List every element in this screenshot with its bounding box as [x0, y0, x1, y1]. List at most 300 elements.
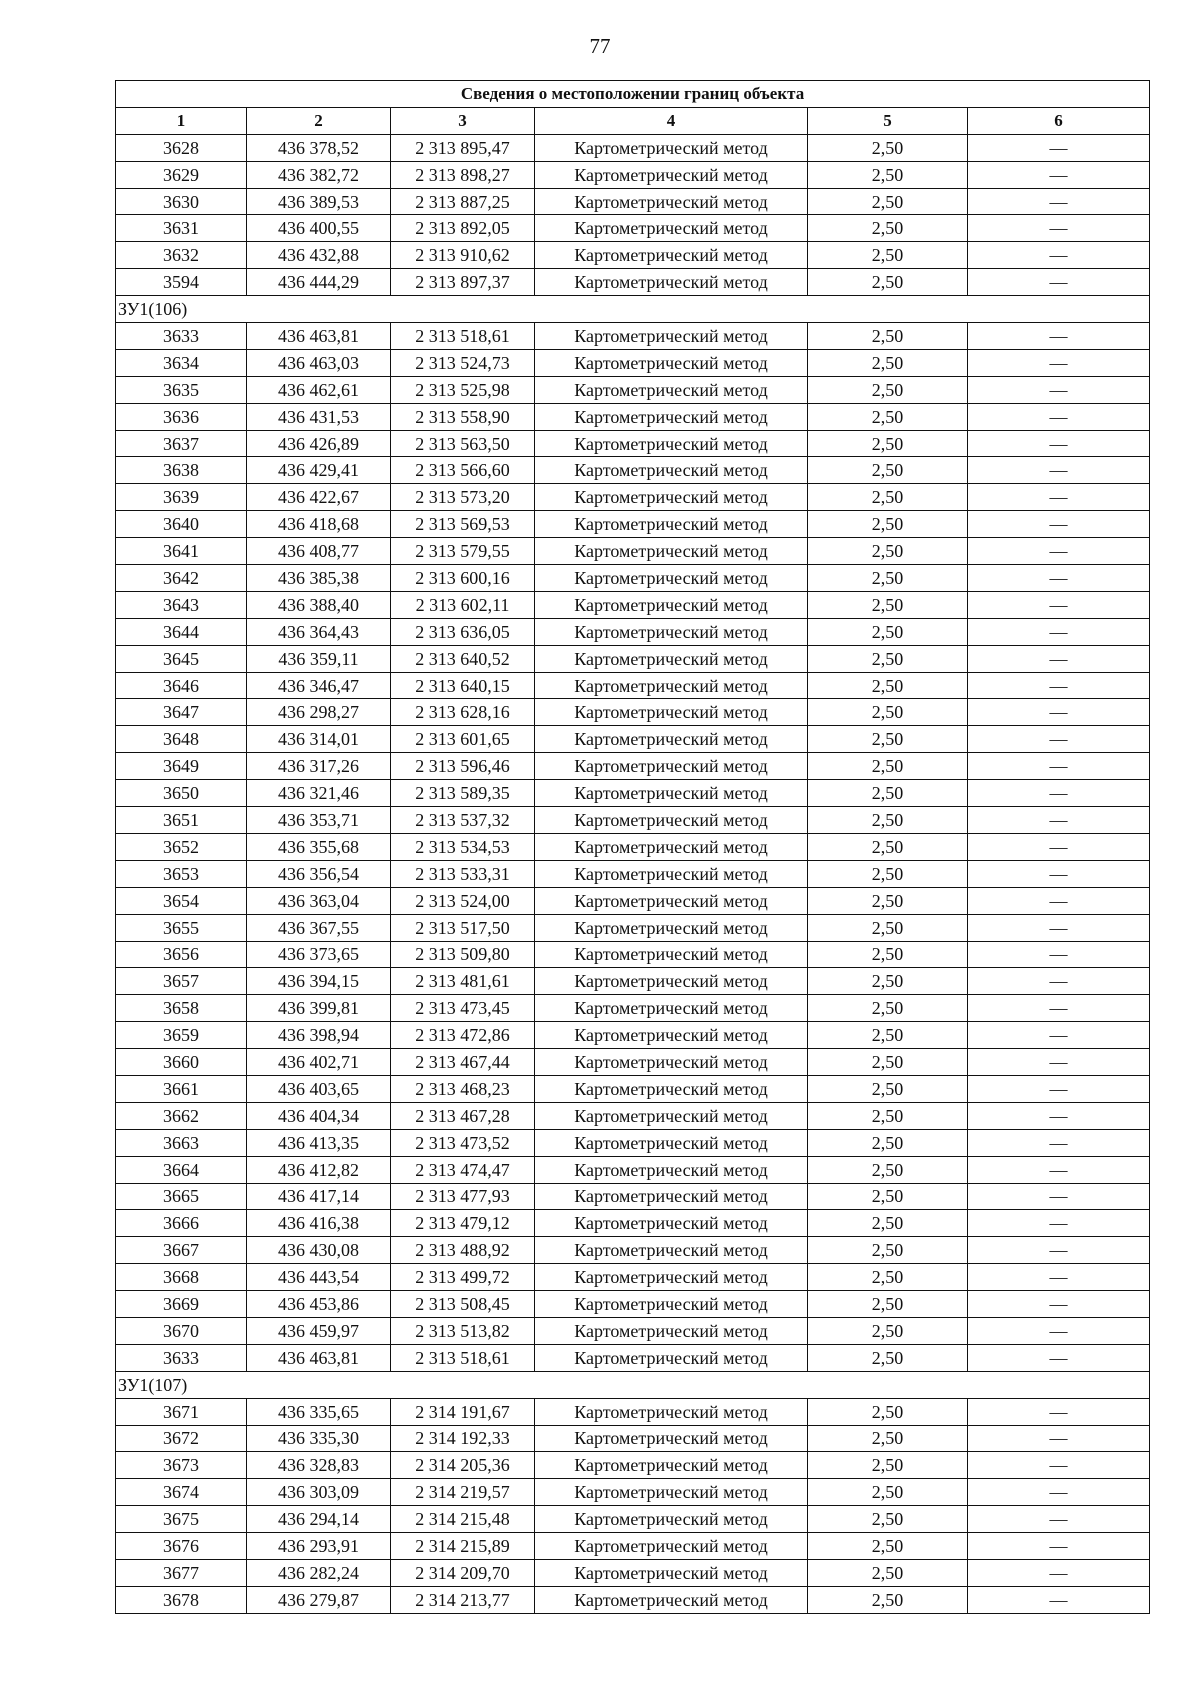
y-coordinate-cell: 2 313 887,25: [391, 188, 535, 215]
table-row: [116, 833, 1150, 860]
accuracy-cell: 2,50: [808, 215, 968, 242]
note-cell: —: [968, 1022, 1150, 1049]
accuracy-cell: 2,50: [808, 887, 968, 914]
table-row: [116, 753, 1150, 780]
note-cell: —: [968, 887, 1150, 914]
point-number-cell: 3651: [116, 807, 247, 834]
point-number-cell: 3665: [116, 1183, 247, 1210]
method-cell: Картометрический метод: [535, 726, 808, 753]
method-cell: Картометрический метод: [535, 1398, 808, 1425]
method-cell: Картометрический метод: [535, 1425, 808, 1452]
method-cell: Картометрический метод: [535, 1075, 808, 1102]
table-row: [116, 1425, 1150, 1452]
note-cell: —: [968, 242, 1150, 269]
point-number-cell: 3669: [116, 1291, 247, 1318]
table-row: [116, 1075, 1150, 1102]
y-coordinate-cell: 2 313 601,65: [391, 726, 535, 753]
y-coordinate-cell: 2 313 468,23: [391, 1075, 535, 1102]
accuracy-cell: 2,50: [808, 1533, 968, 1560]
accuracy-cell: 2,50: [808, 645, 968, 672]
accuracy-cell: 2,50: [808, 968, 968, 995]
table-row: [116, 860, 1150, 887]
point-number-cell: 3630: [116, 188, 247, 215]
x-coordinate-cell: 436 408,77: [247, 538, 391, 565]
y-coordinate-cell: 2 313 472,86: [391, 1022, 535, 1049]
note-cell: —: [968, 1425, 1150, 1452]
method-cell: Картометрический метод: [535, 511, 808, 538]
note-cell: —: [968, 1210, 1150, 1237]
point-number-cell: 3655: [116, 914, 247, 941]
y-coordinate-cell: 2 313 558,90: [391, 403, 535, 430]
section-row: [116, 1371, 1150, 1398]
accuracy-cell: 2,50: [808, 538, 968, 565]
column-number: 4: [535, 107, 808, 134]
method-cell: Картометрический метод: [535, 645, 808, 672]
x-coordinate-cell: 436 398,94: [247, 1022, 391, 1049]
y-coordinate-cell: 2 313 602,11: [391, 591, 535, 618]
accuracy-cell: 2,50: [808, 430, 968, 457]
y-coordinate-cell: 2 313 474,47: [391, 1156, 535, 1183]
y-coordinate-cell: 2 313 563,50: [391, 430, 535, 457]
y-coordinate-cell: 2 313 898,27: [391, 161, 535, 188]
x-coordinate-cell: 436 385,38: [247, 565, 391, 592]
table-row: [116, 1506, 1150, 1533]
y-coordinate-cell: 2 313 640,15: [391, 672, 535, 699]
x-coordinate-cell: 436 426,89: [247, 430, 391, 457]
method-cell: Картометрический метод: [535, 914, 808, 941]
point-number-cell: 3667: [116, 1237, 247, 1264]
method-cell: Картометрический метод: [535, 591, 808, 618]
point-number-cell: 3653: [116, 860, 247, 887]
accuracy-cell: 2,50: [808, 591, 968, 618]
table-row: [116, 1183, 1150, 1210]
method-cell: Картометрический метод: [535, 1102, 808, 1129]
note-cell: —: [968, 323, 1150, 350]
table-row: [116, 941, 1150, 968]
note-cell: —: [968, 1317, 1150, 1344]
y-coordinate-cell: 2 313 533,31: [391, 860, 535, 887]
method-cell: Картометрический метод: [535, 995, 808, 1022]
note-cell: —: [968, 215, 1150, 242]
note-cell: —: [968, 1156, 1150, 1183]
table-row: [116, 1022, 1150, 1049]
y-coordinate-cell: 2 313 524,73: [391, 349, 535, 376]
method-cell: Картометрический метод: [535, 430, 808, 457]
method-cell: Картометрический метод: [535, 403, 808, 430]
accuracy-cell: 2,50: [808, 1156, 968, 1183]
column-number: 2: [247, 107, 391, 134]
accuracy-cell: 2,50: [808, 1506, 968, 1533]
table-row: [116, 134, 1150, 161]
x-coordinate-cell: 436 402,71: [247, 1049, 391, 1076]
x-coordinate-cell: 436 298,27: [247, 699, 391, 726]
point-number-cell: 3645: [116, 645, 247, 672]
column-number: 1: [116, 107, 247, 134]
y-coordinate-cell: 2 313 477,93: [391, 1183, 535, 1210]
y-coordinate-cell: 2 313 467,44: [391, 1049, 535, 1076]
accuracy-cell: 2,50: [808, 1317, 968, 1344]
method-cell: Картометрический метод: [535, 269, 808, 296]
method-cell: Картометрический метод: [535, 484, 808, 511]
y-coordinate-cell: 2 313 509,80: [391, 941, 535, 968]
table-body: [116, 134, 1150, 1613]
point-number-cell: 3642: [116, 565, 247, 592]
table-row: [116, 1049, 1150, 1076]
point-number-cell: 3677: [116, 1559, 247, 1586]
method-cell: Картометрический метод: [535, 349, 808, 376]
point-number-cell: 3676: [116, 1533, 247, 1560]
point-number-cell: 3670: [116, 1317, 247, 1344]
note-cell: —: [968, 672, 1150, 699]
point-number-cell: 3640: [116, 511, 247, 538]
y-coordinate-cell: 2 313 579,55: [391, 538, 535, 565]
x-coordinate-cell: 436 418,68: [247, 511, 391, 538]
point-number-cell: 3650: [116, 780, 247, 807]
note-cell: —: [968, 349, 1150, 376]
table-row: [116, 1237, 1150, 1264]
table-row: [116, 215, 1150, 242]
section-filler: [247, 1371, 1150, 1398]
accuracy-cell: 2,50: [808, 1129, 968, 1156]
method-cell: Картометрический метод: [535, 1317, 808, 1344]
y-coordinate-cell: 2 313 525,98: [391, 376, 535, 403]
accuracy-cell: 2,50: [808, 242, 968, 269]
method-cell: Картометрический метод: [535, 753, 808, 780]
x-coordinate-cell: 436 335,65: [247, 1398, 391, 1425]
accuracy-cell: 2,50: [808, 1049, 968, 1076]
note-cell: —: [968, 484, 1150, 511]
x-coordinate-cell: 436 367,55: [247, 914, 391, 941]
y-coordinate-cell: 2 313 910,62: [391, 242, 535, 269]
note-cell: —: [968, 1237, 1150, 1264]
method-cell: Картометрический метод: [535, 1237, 808, 1264]
point-number-cell: 3633: [116, 1344, 247, 1371]
y-coordinate-cell: 2 314 205,36: [391, 1452, 535, 1479]
table-row: [116, 726, 1150, 753]
accuracy-cell: 2,50: [808, 726, 968, 753]
method-cell: Картометрический метод: [535, 188, 808, 215]
accuracy-cell: 2,50: [808, 672, 968, 699]
table-row: [116, 1102, 1150, 1129]
point-number-cell: 3678: [116, 1586, 247, 1613]
note-cell: —: [968, 645, 1150, 672]
method-cell: Картометрический метод: [535, 833, 808, 860]
point-number-cell: 3666: [116, 1210, 247, 1237]
x-coordinate-cell: 436 293,91: [247, 1533, 391, 1560]
note-cell: —: [968, 753, 1150, 780]
section-label: ЗУ1(107): [116, 1371, 247, 1398]
accuracy-cell: 2,50: [808, 403, 968, 430]
table-row: [116, 1479, 1150, 1506]
table-row: [116, 1156, 1150, 1183]
note-cell: —: [968, 188, 1150, 215]
x-coordinate-cell: 436 463,81: [247, 323, 391, 350]
accuracy-cell: 2,50: [808, 1586, 968, 1613]
accuracy-cell: 2,50: [808, 1183, 968, 1210]
table-row: [116, 645, 1150, 672]
accuracy-cell: 2,50: [808, 188, 968, 215]
point-number-cell: 3657: [116, 968, 247, 995]
y-coordinate-cell: 2 313 473,45: [391, 995, 535, 1022]
note-cell: —: [968, 1506, 1150, 1533]
method-cell: Картометрический метод: [535, 538, 808, 565]
note-cell: —: [968, 403, 1150, 430]
point-number-cell: 3674: [116, 1479, 247, 1506]
x-coordinate-cell: 436 378,52: [247, 134, 391, 161]
note-cell: —: [968, 726, 1150, 753]
note-cell: —: [968, 538, 1150, 565]
x-coordinate-cell: 436 459,97: [247, 1317, 391, 1344]
y-coordinate-cell: 2 314 219,57: [391, 1479, 535, 1506]
note-cell: —: [968, 1452, 1150, 1479]
method-cell: Картометрический метод: [535, 887, 808, 914]
method-cell: Картометрический метод: [535, 1049, 808, 1076]
table-row: [116, 1452, 1150, 1479]
table-row: [116, 1129, 1150, 1156]
x-coordinate-cell: 436 389,53: [247, 188, 391, 215]
point-number-cell: 3668: [116, 1264, 247, 1291]
method-cell: Картометрический метод: [535, 1479, 808, 1506]
accuracy-cell: 2,50: [808, 1075, 968, 1102]
note-cell: —: [968, 833, 1150, 860]
accuracy-cell: 2,50: [808, 1237, 968, 1264]
column-number: 3: [391, 107, 535, 134]
table-row: [116, 914, 1150, 941]
x-coordinate-cell: 436 430,08: [247, 1237, 391, 1264]
section-row: [116, 296, 1150, 323]
method-cell: Картометрический метод: [535, 618, 808, 645]
table-row: [116, 403, 1150, 430]
note-cell: —: [968, 1533, 1150, 1560]
table-row: [116, 430, 1150, 457]
x-coordinate-cell: 436 363,04: [247, 887, 391, 914]
point-number-cell: 3661: [116, 1075, 247, 1102]
note-cell: —: [968, 376, 1150, 403]
table-row: [116, 349, 1150, 376]
point-number-cell: 3631: [116, 215, 247, 242]
point-number-cell: 3649: [116, 753, 247, 780]
point-number-cell: 3675: [116, 1506, 247, 1533]
table-row: [116, 188, 1150, 215]
point-number-cell: 3660: [116, 1049, 247, 1076]
method-cell: Картометрический метод: [535, 1129, 808, 1156]
point-number-cell: 3648: [116, 726, 247, 753]
x-coordinate-cell: 436 282,24: [247, 1559, 391, 1586]
table-row: [116, 780, 1150, 807]
table-row: [116, 1398, 1150, 1425]
point-number-cell: 3643: [116, 591, 247, 618]
x-coordinate-cell: 436 463,81: [247, 1344, 391, 1371]
point-number-cell: 3629: [116, 161, 247, 188]
point-number-cell: 3639: [116, 484, 247, 511]
note-cell: —: [968, 1291, 1150, 1318]
method-cell: Картометрический метод: [535, 215, 808, 242]
method-cell: Картометрический метод: [535, 565, 808, 592]
point-number-cell: 3638: [116, 457, 247, 484]
accuracy-cell: 2,50: [808, 780, 968, 807]
x-coordinate-cell: 436 382,72: [247, 161, 391, 188]
method-cell: Картометрический метод: [535, 1559, 808, 1586]
y-coordinate-cell: 2 313 517,50: [391, 914, 535, 941]
point-number-cell: 3637: [116, 430, 247, 457]
note-cell: —: [968, 699, 1150, 726]
note-cell: —: [968, 161, 1150, 188]
point-number-cell: 3671: [116, 1398, 247, 1425]
method-cell: Картометрический метод: [535, 1506, 808, 1533]
y-coordinate-cell: 2 313 524,00: [391, 887, 535, 914]
x-coordinate-cell: 436 346,47: [247, 672, 391, 699]
accuracy-cell: 2,50: [808, 1559, 968, 1586]
method-cell: Картометрический метод: [535, 134, 808, 161]
accuracy-cell: 2,50: [808, 1210, 968, 1237]
note-cell: —: [968, 1049, 1150, 1076]
y-coordinate-cell: 2 313 596,46: [391, 753, 535, 780]
y-coordinate-cell: 2 313 640,52: [391, 645, 535, 672]
accuracy-cell: 2,50: [808, 1452, 968, 1479]
table-row: [116, 807, 1150, 834]
method-cell: Картометрический метод: [535, 1183, 808, 1210]
accuracy-cell: 2,50: [808, 1425, 968, 1452]
accuracy-cell: 2,50: [808, 618, 968, 645]
y-coordinate-cell: 2 313 895,47: [391, 134, 535, 161]
table-row: [116, 699, 1150, 726]
table-row: [116, 1317, 1150, 1344]
note-cell: —: [968, 430, 1150, 457]
x-coordinate-cell: 436 317,26: [247, 753, 391, 780]
table-row: [116, 376, 1150, 403]
x-coordinate-cell: 436 444,29: [247, 269, 391, 296]
point-number-cell: 3634: [116, 349, 247, 376]
y-coordinate-cell: 2 313 569,53: [391, 511, 535, 538]
note-cell: —: [968, 457, 1150, 484]
point-number-cell: 3663: [116, 1129, 247, 1156]
method-cell: Картометрический метод: [535, 807, 808, 834]
note-cell: —: [968, 1586, 1150, 1613]
accuracy-cell: 2,50: [808, 1022, 968, 1049]
table-row: [116, 618, 1150, 645]
method-cell: Картометрический метод: [535, 1452, 808, 1479]
note-cell: —: [968, 1344, 1150, 1371]
note-cell: —: [968, 968, 1150, 995]
y-coordinate-cell: 2 313 518,61: [391, 323, 535, 350]
note-cell: —: [968, 780, 1150, 807]
x-coordinate-cell: 436 462,61: [247, 376, 391, 403]
y-coordinate-cell: 2 313 600,16: [391, 565, 535, 592]
table-row: [116, 565, 1150, 592]
table-row: [116, 1533, 1150, 1560]
y-coordinate-cell: 2 313 488,92: [391, 1237, 535, 1264]
accuracy-cell: 2,50: [808, 457, 968, 484]
y-coordinate-cell: 2 313 892,05: [391, 215, 535, 242]
accuracy-cell: 2,50: [808, 161, 968, 188]
accuracy-cell: 2,50: [808, 134, 968, 161]
y-coordinate-cell: 2 313 518,61: [391, 1344, 535, 1371]
y-coordinate-cell: 2 313 897,37: [391, 269, 535, 296]
x-coordinate-cell: 436 364,43: [247, 618, 391, 645]
table-row: [116, 1559, 1150, 1586]
point-number-cell: 3633: [116, 323, 247, 350]
accuracy-cell: 2,50: [808, 565, 968, 592]
table-row: [116, 1344, 1150, 1371]
y-coordinate-cell: 2 314 215,48: [391, 1506, 535, 1533]
method-cell: Картометрический метод: [535, 699, 808, 726]
x-coordinate-cell: 436 314,01: [247, 726, 391, 753]
point-number-cell: 3646: [116, 672, 247, 699]
table-row: [116, 484, 1150, 511]
y-coordinate-cell: 2 314 192,33: [391, 1425, 535, 1452]
accuracy-cell: 2,50: [808, 1291, 968, 1318]
table-row: [116, 242, 1150, 269]
y-coordinate-cell: 2 314 209,70: [391, 1559, 535, 1586]
table-row: [116, 1291, 1150, 1318]
table-row: [116, 672, 1150, 699]
point-number-cell: 3632: [116, 242, 247, 269]
page-number: 77: [589, 34, 611, 58]
x-coordinate-cell: 436 356,54: [247, 860, 391, 887]
method-cell: Картометрический метод: [535, 1156, 808, 1183]
y-coordinate-cell: 2 313 499,72: [391, 1264, 535, 1291]
column-number: 6: [968, 107, 1150, 134]
point-number-cell: 3656: [116, 941, 247, 968]
note-cell: —: [968, 1129, 1150, 1156]
y-coordinate-cell: 2 313 573,20: [391, 484, 535, 511]
accuracy-cell: 2,50: [808, 323, 968, 350]
section-filler: [247, 296, 1150, 323]
y-coordinate-cell: 2 313 636,05: [391, 618, 535, 645]
point-number-cell: 3672: [116, 1425, 247, 1452]
point-number-cell: 3654: [116, 887, 247, 914]
y-coordinate-cell: 2 313 479,12: [391, 1210, 535, 1237]
accuracy-cell: 2,50: [808, 1102, 968, 1129]
accuracy-cell: 2,50: [808, 1479, 968, 1506]
table-row: [116, 538, 1150, 565]
method-cell: Картометрический метод: [535, 323, 808, 350]
point-number-cell: 3647: [116, 699, 247, 726]
point-number-cell: 3659: [116, 1022, 247, 1049]
x-coordinate-cell: 436 417,14: [247, 1183, 391, 1210]
table-row: [116, 457, 1150, 484]
note-cell: —: [968, 1559, 1150, 1586]
x-coordinate-cell: 436 388,40: [247, 591, 391, 618]
x-coordinate-cell: 436 412,82: [247, 1156, 391, 1183]
point-number-cell: 3652: [116, 833, 247, 860]
method-cell: Картометрический метод: [535, 1210, 808, 1237]
method-cell: Картометрический метод: [535, 376, 808, 403]
y-coordinate-cell: 2 313 467,28: [391, 1102, 535, 1129]
table-row: [116, 511, 1150, 538]
x-coordinate-cell: 436 355,68: [247, 833, 391, 860]
y-coordinate-cell: 2 313 481,61: [391, 968, 535, 995]
y-coordinate-cell: 2 313 513,82: [391, 1317, 535, 1344]
method-cell: Картометрический метод: [535, 242, 808, 269]
point-number-cell: 3636: [116, 403, 247, 430]
table-title: Сведения о местоположении границ объекта: [116, 81, 1150, 108]
x-coordinate-cell: 436 404,34: [247, 1102, 391, 1129]
accuracy-cell: 2,50: [808, 349, 968, 376]
note-cell: —: [968, 565, 1150, 592]
point-number-cell: 3658: [116, 995, 247, 1022]
note-cell: —: [968, 511, 1150, 538]
accuracy-cell: 2,50: [808, 860, 968, 887]
table-row: [116, 323, 1150, 350]
method-cell: Картометрический метод: [535, 1264, 808, 1291]
accuracy-cell: 2,50: [808, 753, 968, 780]
y-coordinate-cell: 2 314 213,77: [391, 1586, 535, 1613]
x-coordinate-cell: 436 294,14: [247, 1506, 391, 1533]
point-number-cell: 3628: [116, 134, 247, 161]
x-coordinate-cell: 436 279,87: [247, 1586, 391, 1613]
method-cell: Картометрический метод: [535, 161, 808, 188]
